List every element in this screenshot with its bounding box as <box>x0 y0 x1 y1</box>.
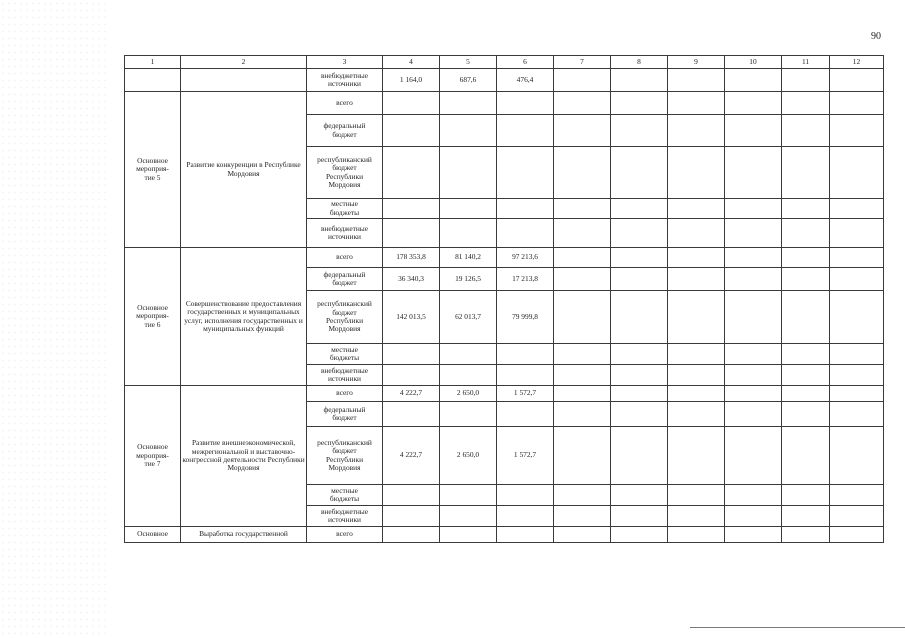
empty-cell <box>782 365 830 386</box>
empty-cell <box>554 115 611 147</box>
funding-source: внебюджетные источники <box>307 69 383 92</box>
empty-cell <box>611 344 668 365</box>
empty-cell <box>554 427 611 485</box>
empty-cell <box>782 402 830 427</box>
empty-cell <box>830 402 884 427</box>
value-cell: 81 140,2 <box>440 248 497 268</box>
value-cell <box>440 92 497 115</box>
measure-label: Основное мероприя- тие 6 <box>125 248 181 386</box>
empty-cell <box>554 365 611 386</box>
empty-cell <box>725 402 782 427</box>
measure-label: Основное мероприя- тие 5 <box>125 92 181 248</box>
empty-cell <box>125 69 181 92</box>
funding-source: республиканский бюджет Республики Мордовия <box>307 147 383 199</box>
empty-cell <box>611 427 668 485</box>
empty-cell <box>725 427 782 485</box>
empty-cell <box>782 485 830 506</box>
empty-cell <box>830 527 884 543</box>
empty-cell <box>611 69 668 92</box>
empty-cell <box>181 69 307 92</box>
empty-cell <box>554 402 611 427</box>
empty-cell <box>497 527 554 543</box>
empty-cell <box>725 92 782 115</box>
empty-cell <box>830 291 884 344</box>
value-cell: 1 572,7 <box>497 386 554 402</box>
empty-cell <box>554 291 611 344</box>
empty-cell <box>830 115 884 147</box>
empty-cell <box>725 506 782 527</box>
empty-cell <box>782 386 830 402</box>
value-cell <box>497 219 554 248</box>
value-cell <box>440 147 497 199</box>
value-cell: 1 164,0 <box>383 69 440 92</box>
funding-source: всего <box>307 248 383 268</box>
value-cell: 687,6 <box>440 69 497 92</box>
empty-cell <box>668 199 725 219</box>
column-header: 1 <box>125 56 181 69</box>
funding-source: федеральный бюджет <box>307 402 383 427</box>
value-cell <box>440 219 497 248</box>
empty-cell <box>668 268 725 291</box>
value-cell <box>497 92 554 115</box>
empty-cell <box>668 147 725 199</box>
page-number: 90 <box>871 31 881 42</box>
empty-cell <box>668 506 725 527</box>
value-cell: 142 013,5 <box>383 291 440 344</box>
value-cell: 19 126,5 <box>440 268 497 291</box>
budget-table <box>124 55 884 543</box>
empty-cell <box>554 219 611 248</box>
column-header: 10 <box>725 56 782 69</box>
column-header: 11 <box>782 56 830 69</box>
empty-cell <box>611 506 668 527</box>
value-cell <box>440 115 497 147</box>
empty-cell <box>782 219 830 248</box>
value-cell: 178 353,8 <box>383 248 440 268</box>
value-cell <box>440 365 497 386</box>
empty-cell <box>782 147 830 199</box>
value-cell: 2 650,0 <box>440 386 497 402</box>
empty-cell <box>725 147 782 199</box>
value-cell <box>440 199 497 219</box>
empty-cell <box>782 69 830 92</box>
value-cell <box>497 199 554 219</box>
empty-cell <box>725 69 782 92</box>
value-cell <box>440 485 497 506</box>
empty-cell <box>611 92 668 115</box>
empty-cell <box>668 527 725 543</box>
empty-cell <box>668 115 725 147</box>
empty-cell <box>830 344 884 365</box>
empty-cell <box>611 365 668 386</box>
carryover-row <box>125 69 884 92</box>
value-cell <box>383 506 440 527</box>
empty-cell <box>725 344 782 365</box>
column-header: 9 <box>668 56 725 69</box>
empty-cell <box>668 69 725 92</box>
empty-cell <box>725 115 782 147</box>
group-7 <box>125 386 884 527</box>
empty-cell <box>611 268 668 291</box>
empty-cell <box>782 291 830 344</box>
empty-cell <box>554 485 611 506</box>
empty-cell <box>611 402 668 427</box>
empty-cell <box>830 365 884 386</box>
value-cell <box>383 115 440 147</box>
value-cell: 62 013,7 <box>440 291 497 344</box>
empty-cell <box>782 268 830 291</box>
group-6 <box>125 248 884 386</box>
empty-cell <box>611 199 668 219</box>
empty-cell <box>668 427 725 485</box>
empty-cell <box>554 69 611 92</box>
value-cell <box>497 365 554 386</box>
empty-cell <box>611 527 668 543</box>
funding-source: местные бюджеты <box>307 485 383 506</box>
empty-cell <box>830 147 884 199</box>
funding-source: всего <box>307 527 383 543</box>
empty-cell <box>830 506 884 527</box>
empty-cell <box>611 485 668 506</box>
column-header: 2 <box>181 56 307 69</box>
empty-cell <box>668 485 725 506</box>
empty-cell <box>668 248 725 268</box>
value-cell <box>383 92 440 115</box>
measure-description: Совершенствование предоставления государственных и муниципальных услуг, исполнения государственных и муниципальных функций <box>181 248 307 386</box>
empty-cell <box>554 199 611 219</box>
empty-cell <box>554 386 611 402</box>
empty-cell <box>830 485 884 506</box>
empty-cell <box>830 69 884 92</box>
empty-cell <box>668 291 725 344</box>
value-cell: 17 213,8 <box>497 268 554 291</box>
empty-cell <box>725 527 782 543</box>
value-cell <box>383 344 440 365</box>
column-header: 6 <box>497 56 554 69</box>
empty-cell <box>782 115 830 147</box>
column-header: 8 <box>611 56 668 69</box>
empty-cell <box>440 527 497 543</box>
empty-cell <box>554 268 611 291</box>
empty-cell <box>611 386 668 402</box>
empty-cell <box>830 92 884 115</box>
empty-cell <box>725 485 782 506</box>
group-next <box>125 527 884 543</box>
value-cell <box>383 199 440 219</box>
empty-cell <box>782 506 830 527</box>
value-cell: 79 999,8 <box>497 291 554 344</box>
empty-cell <box>782 427 830 485</box>
value-cell <box>497 115 554 147</box>
value-cell <box>383 219 440 248</box>
value-cell <box>497 506 554 527</box>
value-cell: 476,4 <box>497 69 554 92</box>
value-cell <box>383 147 440 199</box>
funding-source: республиканский бюджет Республики Мордовия <box>307 291 383 344</box>
empty-cell <box>611 219 668 248</box>
empty-cell <box>668 92 725 115</box>
funding-source: местные бюджеты <box>307 344 383 365</box>
funding-source: внебюджетные источники <box>307 219 383 248</box>
empty-cell <box>668 386 725 402</box>
empty-cell <box>725 365 782 386</box>
empty-cell <box>725 291 782 344</box>
empty-cell <box>611 291 668 344</box>
column-header: 12 <box>830 56 884 69</box>
empty-cell <box>830 427 884 485</box>
measure-description: Развитие конкуренции в Республике Мордовия <box>181 92 307 248</box>
empty-cell <box>611 248 668 268</box>
funding-source: республиканский бюджет Республики Мордовия <box>307 427 383 485</box>
column-header: 4 <box>383 56 440 69</box>
value-cell <box>440 506 497 527</box>
funding-source: всего <box>307 92 383 115</box>
empty-cell <box>725 386 782 402</box>
value-cell <box>497 147 554 199</box>
empty-cell <box>782 92 830 115</box>
footer-rule <box>690 627 905 628</box>
empty-cell <box>830 268 884 291</box>
scan-noise <box>0 0 110 639</box>
column-header: 3 <box>307 56 383 69</box>
value-cell <box>497 485 554 506</box>
value-cell: 36 340,3 <box>383 268 440 291</box>
funding-source: всего <box>307 386 383 402</box>
funding-source: федеральный бюджет <box>307 268 383 291</box>
empty-cell <box>782 344 830 365</box>
funding-source: местные бюджеты <box>307 199 383 219</box>
empty-cell <box>554 506 611 527</box>
empty-cell <box>830 248 884 268</box>
group-5 <box>125 92 884 248</box>
value-cell: 2 650,0 <box>440 427 497 485</box>
empty-cell <box>830 219 884 248</box>
empty-cell <box>725 268 782 291</box>
empty-cell <box>725 248 782 268</box>
value-cell <box>497 402 554 427</box>
value-cell: 4 222,7 <box>383 386 440 402</box>
value-cell <box>383 365 440 386</box>
value-cell <box>440 344 497 365</box>
value-cell: 1 572,7 <box>497 427 554 485</box>
empty-cell <box>668 402 725 427</box>
empty-cell <box>830 386 884 402</box>
empty-cell <box>383 527 440 543</box>
measure-label: Основное мероприя- тие 7 <box>125 386 181 527</box>
column-header: 7 <box>554 56 611 69</box>
empty-cell <box>554 344 611 365</box>
empty-cell <box>782 527 830 543</box>
empty-cell <box>554 92 611 115</box>
funding-source: федеральный бюджет <box>307 115 383 147</box>
measure-description: Развитие внешнеэкономической, межрегиональной и выставочно-конгрессной деятельности Республики Мордовия <box>181 386 307 527</box>
empty-cell <box>830 199 884 219</box>
value-cell <box>383 402 440 427</box>
measure-label: Основное <box>125 527 181 543</box>
header-row <box>125 56 884 69</box>
value-cell <box>383 485 440 506</box>
empty-cell <box>782 248 830 268</box>
empty-cell <box>725 219 782 248</box>
empty-cell <box>725 199 782 219</box>
value-cell: 97 213,6 <box>497 248 554 268</box>
funding-source: внебюджетные источники <box>307 506 383 527</box>
empty-cell <box>611 147 668 199</box>
measure-description: Выработка государственной <box>181 527 307 543</box>
empty-cell <box>668 219 725 248</box>
value-cell <box>440 402 497 427</box>
empty-cell <box>611 115 668 147</box>
empty-cell <box>668 344 725 365</box>
empty-cell <box>782 199 830 219</box>
column-header: 5 <box>440 56 497 69</box>
empty-cell <box>668 365 725 386</box>
empty-cell <box>554 147 611 199</box>
empty-cell <box>554 527 611 543</box>
value-cell <box>497 344 554 365</box>
value-cell: 4 222,7 <box>383 427 440 485</box>
funding-source: внебюджетные источники <box>307 365 383 386</box>
empty-cell <box>554 248 611 268</box>
